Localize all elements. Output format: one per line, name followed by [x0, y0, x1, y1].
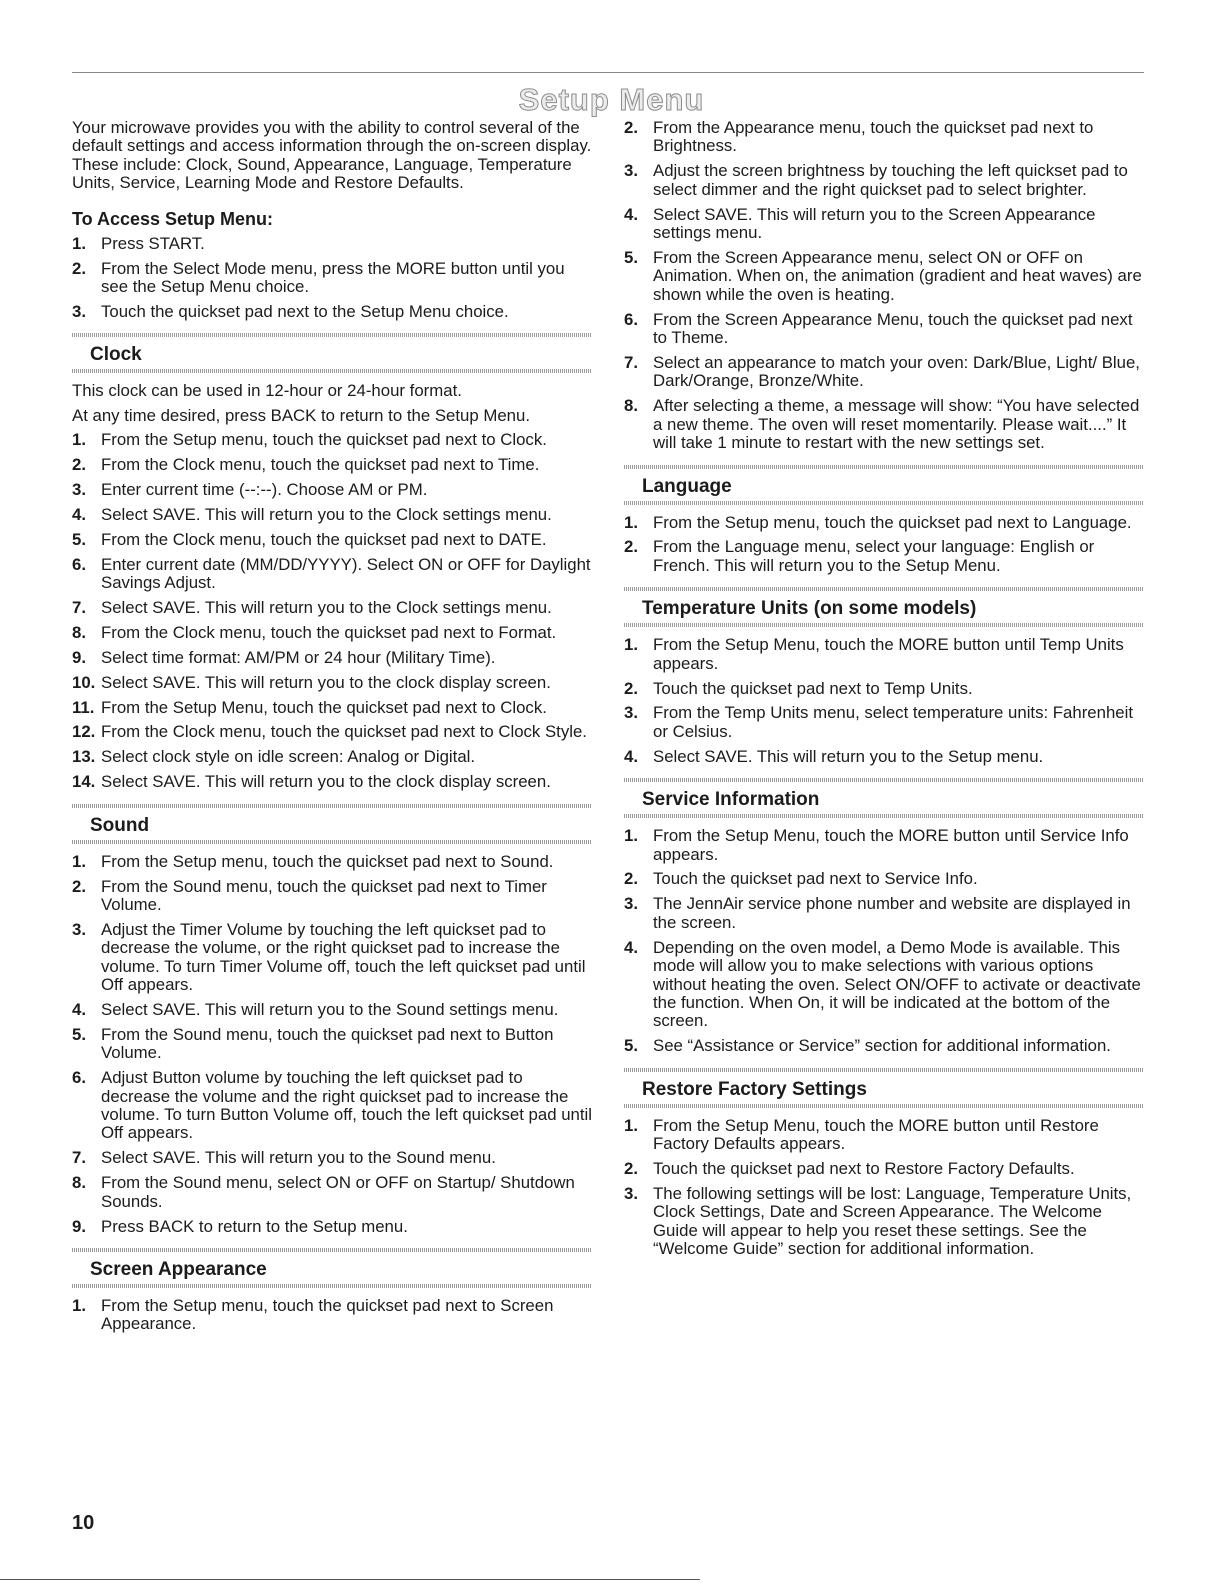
intro-paragraph: Your microwave provides you with the ability to control several of the default settings and access information through the on-screen display. These include: Clock, Sound, Appearance, Language, Temperature Units, Service, Learning Mode and Restore Defaults. — [72, 118, 592, 193]
step-text: From the Sound menu, touch the quickset pad next to Button Volume. — [101, 1024, 554, 1063]
step-number: 3. — [624, 894, 638, 914]
step-text: Select SAVE. This will return you to the Screen Appearance settings menu. — [653, 204, 1096, 243]
section-service-information — [624, 778, 1144, 818]
step-text: From the Setup menu, touch the quickset pad next to Language. — [653, 512, 1132, 532]
step-text: From the Clock menu, touch the quickset pad next to Format. — [101, 622, 557, 642]
step-number: 1. — [624, 635, 638, 655]
step-text: From the Setup Menu, touch the MORE button until Service Info appears. — [653, 826, 1129, 864]
language-heading: Language — [642, 475, 732, 497]
list-item — [72, 456, 592, 474]
temperature-units-steps — [624, 636, 1144, 766]
step-number: 11. — [72, 697, 95, 717]
top-rule — [72, 72, 1144, 73]
step-number: 8. — [72, 1173, 86, 1193]
step-text: Select SAVE. This will return you to the Setup menu. — [653, 746, 1044, 766]
step-text: Adjust the screen brightness by touching the left quickset pad to select dimmer and the right quickset pad to select brighter. — [653, 161, 1128, 199]
restore-factory-heading: Restore Factory Settings — [642, 1078, 867, 1100]
list-item — [72, 649, 592, 667]
language-steps — [624, 514, 1144, 576]
step-text: From the Clock menu, touch the quickset pad next to Time. — [101, 454, 540, 474]
step-number: 8. — [624, 396, 638, 416]
list-item — [72, 556, 592, 593]
step-text: From the Select Mode menu, press the MORE button until you see the Setup Menu choice. — [101, 258, 565, 296]
list-item — [72, 624, 592, 642]
step-number: 13. — [72, 747, 96, 767]
access-steps — [72, 235, 592, 322]
list-item — [72, 235, 592, 253]
step-text: Select SAVE. This will return you to the clock display screen. — [101, 672, 551, 692]
step-text: From the Setup menu, touch the quickset pad next to Sound. — [101, 851, 554, 871]
list-item — [624, 397, 1144, 452]
step-text: Touch the quickset pad next to the Setup Menu choice. — [101, 301, 509, 321]
access-heading: To Access Setup Menu: — [72, 208, 274, 229]
list-item — [72, 1001, 592, 1019]
page-title: Setup Menu — [518, 82, 705, 117]
step-number: 3. — [72, 301, 86, 321]
step-number: 4. — [624, 204, 638, 224]
step-text: See “Assistance or Service” section for additional information. — [653, 1036, 1111, 1056]
sound-heading: Sound — [90, 814, 150, 836]
left-column — [72, 119, 592, 1340]
step-text: From the Appearance menu, touch the quickset pad next to Brightness. — [653, 118, 1094, 156]
section-divider — [624, 1104, 1144, 1108]
screen-appearance-heading: Screen Appearance — [90, 1258, 267, 1280]
step-number: 2. — [624, 118, 638, 137]
step-number: 1. — [72, 233, 86, 253]
step-text: From the Setup menu, touch the quickset pad next to Clock. — [101, 430, 547, 450]
list-item — [624, 748, 1144, 766]
clock-heading: Clock — [90, 344, 142, 366]
step-number: 6. — [72, 1068, 86, 1088]
step-text: Select clock style on idle screen: Analog or Digital. — [101, 747, 476, 767]
step-number: 5. — [624, 247, 638, 267]
section-divider — [72, 840, 592, 844]
clock-steps — [72, 431, 592, 792]
section-divider — [72, 369, 592, 373]
list-item — [624, 704, 1144, 741]
list-item — [72, 1026, 592, 1063]
list-item — [624, 680, 1144, 698]
list-item — [624, 1185, 1144, 1259]
list-item — [624, 249, 1144, 304]
step-number: 5. — [72, 1024, 86, 1044]
service-information-heading: Service Information — [642, 789, 820, 811]
section-clock — [72, 333, 592, 373]
list-item — [624, 636, 1144, 673]
step-number: 2. — [624, 678, 638, 698]
screen-appearance-steps-right — [624, 119, 1144, 453]
step-number: 8. — [72, 622, 86, 642]
step-number: 10. — [72, 672, 96, 692]
step-text: From the Clock menu, touch the quickset pad next to Clock Style. — [101, 722, 587, 742]
list-item — [72, 1149, 592, 1167]
step-number: 1. — [72, 851, 86, 871]
list-item — [624, 870, 1144, 888]
restore-factory-steps — [624, 1117, 1144, 1259]
section-screen-appearance — [72, 1248, 592, 1288]
step-number: 1. — [72, 430, 86, 450]
right-column — [624, 119, 1144, 1265]
step-number: 14. — [72, 772, 96, 792]
step-number: 1. — [624, 1115, 638, 1135]
step-text: Select SAVE. This will return you to the Clock settings menu. — [101, 597, 552, 617]
step-number: 4. — [624, 937, 638, 957]
list-item — [72, 481, 592, 499]
section-sound — [72, 804, 592, 844]
list-item — [624, 1037, 1144, 1055]
list-item — [624, 538, 1144, 575]
step-text: After selecting a theme, a message will show: “You have selected a new theme. The oven will reset momentarily. Please wait....” It will take 1 minute to restart with the new settings set. — [653, 396, 1140, 453]
step-number: 2. — [624, 537, 638, 557]
list-item — [72, 748, 592, 766]
step-text: The following settings will be lost: Language, Temperature Units, Clock Settings, Date and Screen Appearance. The Welcome Guide will appear to help you reset these settings. See the “Welcome Guide” section for additional information. — [653, 1183, 1132, 1259]
step-number: 2. — [72, 454, 86, 474]
list-item — [624, 206, 1144, 243]
step-text: Touch the quickset pad next to Temp Units. — [653, 678, 973, 698]
section-divider — [624, 814, 1144, 818]
step-number: 2. — [624, 1158, 638, 1178]
list-item — [72, 599, 592, 617]
list-item — [72, 878, 592, 915]
service-information-steps — [624, 827, 1144, 1055]
step-text: From the Language menu, select your language: English or French. This will return you to the Setup Menu. — [653, 537, 1095, 575]
step-number: 3. — [72, 479, 86, 499]
step-text: From the Setup Menu, touch the MORE button until Restore Factory Defaults appears. — [653, 1115, 1099, 1154]
step-number: 1. — [624, 826, 638, 846]
step-number: 5. — [624, 1036, 638, 1056]
list-item — [72, 773, 592, 791]
step-number: 4. — [72, 504, 86, 524]
step-number: 3. — [72, 919, 86, 939]
section-divider — [624, 501, 1144, 505]
screen-appearance-steps-left — [72, 1297, 592, 1334]
step-text: Enter current time (--:--). Choose AM or PM. — [101, 479, 428, 499]
step-number: 7. — [624, 352, 638, 372]
list-item — [72, 1297, 592, 1334]
list-item — [624, 119, 1144, 156]
step-number: 3. — [624, 161, 638, 181]
list-item — [624, 311, 1144, 348]
step-number: 3. — [624, 1183, 638, 1203]
step-text: Press BACK to return to the Setup menu. — [101, 1216, 408, 1236]
step-text: From the Clock menu, touch the quickset pad next to DATE. — [101, 529, 547, 549]
step-text: Enter current date (MM/DD/YYYY). Select ON or OFF for Daylight Savings Adjust. — [101, 554, 591, 592]
step-number: 2. — [624, 869, 638, 889]
list-item — [72, 506, 592, 524]
step-number: 5. — [72, 529, 86, 549]
step-text: Touch the quickset pad next to Restore Factory Defaults. — [653, 1158, 1075, 1178]
step-text: From the Sound menu, touch the quickset pad next to Timer Volume. — [101, 876, 547, 914]
step-text: Depending on the oven model, a Demo Mode is available. This mode will allow you to make selections with various options without heating the oven. Select ON/OFF to activate or deactivate the function. When On, it will be indicated at the bottom of the screen. — [653, 937, 1141, 1031]
step-number: 6. — [624, 309, 638, 329]
sound-steps — [72, 853, 592, 1236]
step-text: From the Temp Units menu, select temperature units: Fahrenheit or Celsius. — [653, 703, 1134, 741]
step-text: Select SAVE. This will return you to the Clock settings menu. — [101, 504, 552, 524]
list-item — [624, 939, 1144, 1031]
step-number: 2. — [72, 258, 86, 278]
step-number: 9. — [72, 647, 86, 667]
step-text: Select time format: AM/PM or 24 hour (Military Time). — [101, 647, 496, 667]
page-number: 10 — [72, 1512, 95, 1534]
section-language — [624, 465, 1144, 505]
step-text: Touch the quickset pad next to Service Info. — [653, 869, 978, 889]
list-item — [72, 431, 592, 449]
step-text: Select an appearance to match your oven: Dark/Blue, Light/ Blue, Dark/Orange, Bronze/White. — [653, 352, 1140, 391]
step-number: 4. — [72, 1000, 86, 1019]
section-divider — [72, 1284, 592, 1288]
list-item — [72, 723, 592, 741]
clock-paragraph-2: At any time desired, press BACK to return to the Setup Menu. — [72, 405, 530, 425]
list-item — [624, 354, 1144, 391]
section-temperature-units — [624, 587, 1144, 627]
list-item — [72, 674, 592, 692]
step-text: Select SAVE. This will return you to the Sound settings menu. — [101, 1000, 559, 1019]
step-text: From the Sound menu, select ON or OFF on Startup/ Shutdown Sounds. — [101, 1173, 575, 1211]
step-text: From the Setup menu, touch the quickset pad next to Screen Appearance. — [101, 1295, 554, 1334]
list-item — [624, 1160, 1144, 1178]
list-item — [624, 827, 1144, 864]
list-item — [72, 1218, 592, 1236]
list-item — [72, 1069, 592, 1143]
step-text: From the Screen Appearance Menu, touch the quickset pad next to Theme. — [653, 309, 1133, 348]
step-number: 9. — [72, 1216, 86, 1236]
clock-paragraph-1: This clock can be used in 12-hour or 24-hour format. — [72, 381, 462, 401]
list-item — [72, 531, 592, 549]
step-number: 1. — [624, 512, 638, 532]
step-number: 12. — [72, 722, 96, 742]
step-number: 3. — [624, 703, 638, 723]
step-number: 7. — [72, 1148, 86, 1168]
temperature-units-heading: Temperature Units (on some models) — [642, 598, 977, 620]
list-item — [72, 853, 592, 871]
step-number: 7. — [72, 597, 86, 617]
list-item — [72, 260, 592, 297]
list-item — [72, 1174, 592, 1211]
step-number: 6. — [72, 554, 86, 574]
step-text: From the Setup Menu, touch the quickset pad next to Clock. — [101, 697, 547, 717]
section-divider — [624, 623, 1144, 627]
step-number: 4. — [624, 746, 638, 766]
list-item — [72, 921, 592, 995]
step-text: Press START. — [101, 233, 205, 253]
list-item — [72, 699, 592, 717]
step-text: Adjust the Timer Volume by touching the left quickset pad to decrease the volume, or the right quickset pad to increase the volume. To turn Timer Volume off, touch the left quickset pad until Off appears. — [101, 919, 586, 995]
step-text: From the Screen Appearance menu, select ON or OFF on Animation. When on, the animation (gradient and heat waves) are shown while the oven is heating. — [653, 247, 1142, 304]
list-item — [72, 303, 592, 321]
section-restore-factory-settings — [624, 1068, 1144, 1108]
bottom-rule — [0, 1579, 700, 1580]
step-text: From the Setup Menu, touch the MORE button until Temp Units appears. — [653, 635, 1124, 673]
list-item — [624, 514, 1144, 532]
list-item — [624, 162, 1144, 199]
step-text: The JennAir service phone number and website are displayed in the screen. — [653, 894, 1131, 932]
list-item — [624, 1117, 1144, 1154]
list-item — [624, 895, 1144, 932]
step-text: Select SAVE. This will return you to the clock display screen. — [101, 772, 551, 792]
step-number: 2. — [72, 876, 86, 896]
step-text: Adjust Button volume by touching the left quickset pad to decrease the volume and the right quickset pad to increase the volume. To turn Button Volume off, touch the left quickset pad until Off appears. — [101, 1068, 592, 1143]
step-text: Select SAVE. This will return you to the Sound menu. — [101, 1148, 496, 1168]
step-number: 1. — [72, 1295, 86, 1315]
